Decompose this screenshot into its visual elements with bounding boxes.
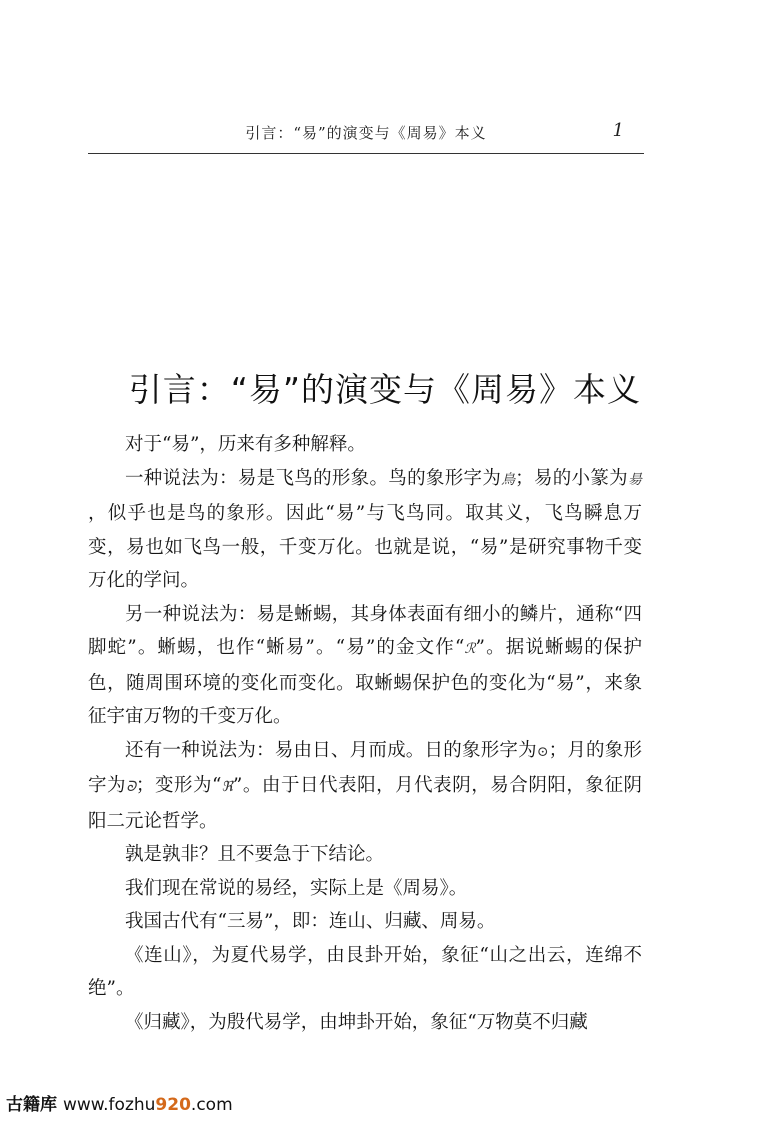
bird-glyph-icon: 鳥 (501, 471, 516, 488)
body-text (88, 428, 642, 1039)
chapter-title: 引言：“易”的演变与《周易》本义 (128, 370, 641, 409)
xiaozhuan-yi-glyph-icon: 昜 (627, 471, 642, 488)
paragraph: 一种说法为：易是飞鸟的形象。鸟的象形字为鳥；易的小篆为昜，似乎也是鸟的象形。因此“易”与飞鸟同。取其义，飞鸟瞬息万变，易也如飞鸟一般，千变万化。也就是说，“易”是研究事物千变万化的学问。 (88, 462, 642, 598)
paragraph: 还有一种说法为：易由日、月而成。日的象形字为⊙；月的象形字为ᘐ；变形为“ℜ”。由于日代表阳，月代表阴，易合阴阳，象征阴阳二元论哲学。 (88, 734, 642, 839)
paragraph: 另一种说法为：易是蜥蜴，其身体表面有细小的鳞片，通称“四脚蛇”。蜥蜴，也作“蜥易”。“易”的金文作“ℛ”。据说蜥蜴的保护色，随周围环境的变化而变化。取蜥蜴保护色的变化为“易”，来象征宇宙万物的千变万化。 (88, 603, 643, 727)
running-header (88, 120, 644, 152)
paragraph: 我国古代有“三易”，即：连山、归藏、周易。 (125, 911, 496, 932)
variant-glyph-icon: ℜ (221, 779, 233, 795)
paragraph: 《归藏》，为殷代易学，由坤卦开始，象征“万物莫不归藏 (125, 1011, 588, 1033)
moon-glyph-icon: ᘐ (126, 779, 136, 795)
header-rule (88, 153, 644, 154)
paragraph: 我们现在常说的易经，实际上是《周易》。 (125, 877, 468, 899)
paragraph: 孰是孰非？且不要急于下结论。 (125, 844, 385, 865)
paragraph: 对于“易”，历来有多种解释。 (125, 434, 366, 455)
page-number: 1 (612, 120, 624, 141)
watermark-url: www.fozhu920.com (63, 1095, 233, 1115)
sun-glyph-icon: ⊙ (536, 743, 549, 760)
watermark (6, 1090, 233, 1115)
watermark-brand: 古籍库 (6, 1095, 57, 1115)
paragraph: 《连山》，为夏代易学，由艮卦开始，象征“山之出云，连绵不绝”。 (88, 944, 642, 999)
jinwen-yi-glyph-icon: ℛ (464, 641, 476, 657)
running-title: 引言：“易”的演变与《周易》本义 (245, 124, 487, 142)
